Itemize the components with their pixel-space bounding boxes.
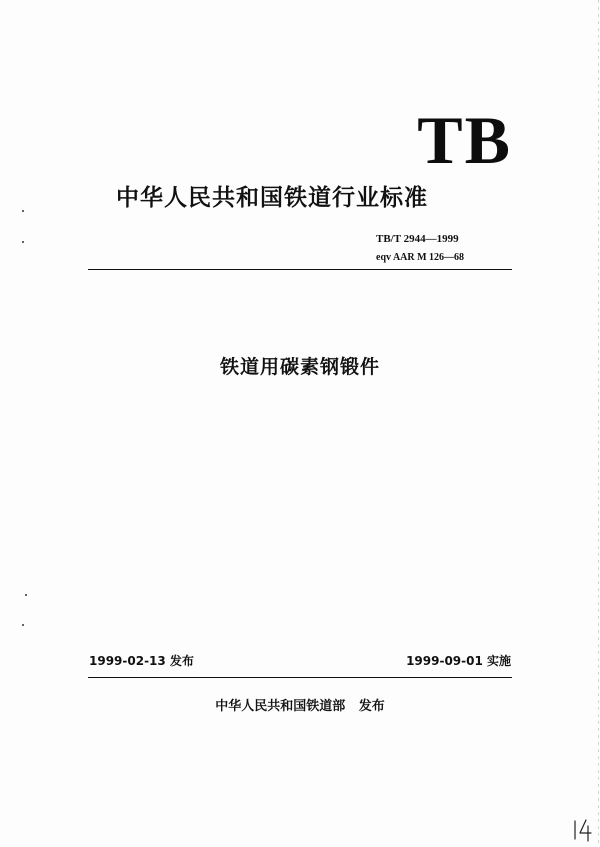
header-divider (88, 269, 512, 270)
effective-date: 1999-09-01 实施 (406, 654, 511, 668)
document-title: 铁道用碳素钢锻件 (219, 356, 380, 378)
scan-speck (22, 241, 24, 243)
footer-divider (88, 677, 512, 678)
handwritten-page-mark (572, 817, 594, 843)
standard-code: TB/T 2944—1999 (376, 233, 459, 245)
issue-date: 1999-02-13 发布 (89, 654, 194, 668)
standard-category-title: 中华人民共和国铁道行业标准 (116, 185, 428, 211)
publisher: 中华人民共和国铁道部 发布 (215, 699, 385, 714)
tb-logo: TB (417, 102, 512, 178)
scan-speck (22, 210, 24, 212)
scan-speck (22, 624, 24, 626)
scan-speck (25, 594, 27, 596)
scan-edge-mark (598, 0, 599, 847)
equivalent-standard: eqv AAR M 126—68 (376, 252, 465, 263)
